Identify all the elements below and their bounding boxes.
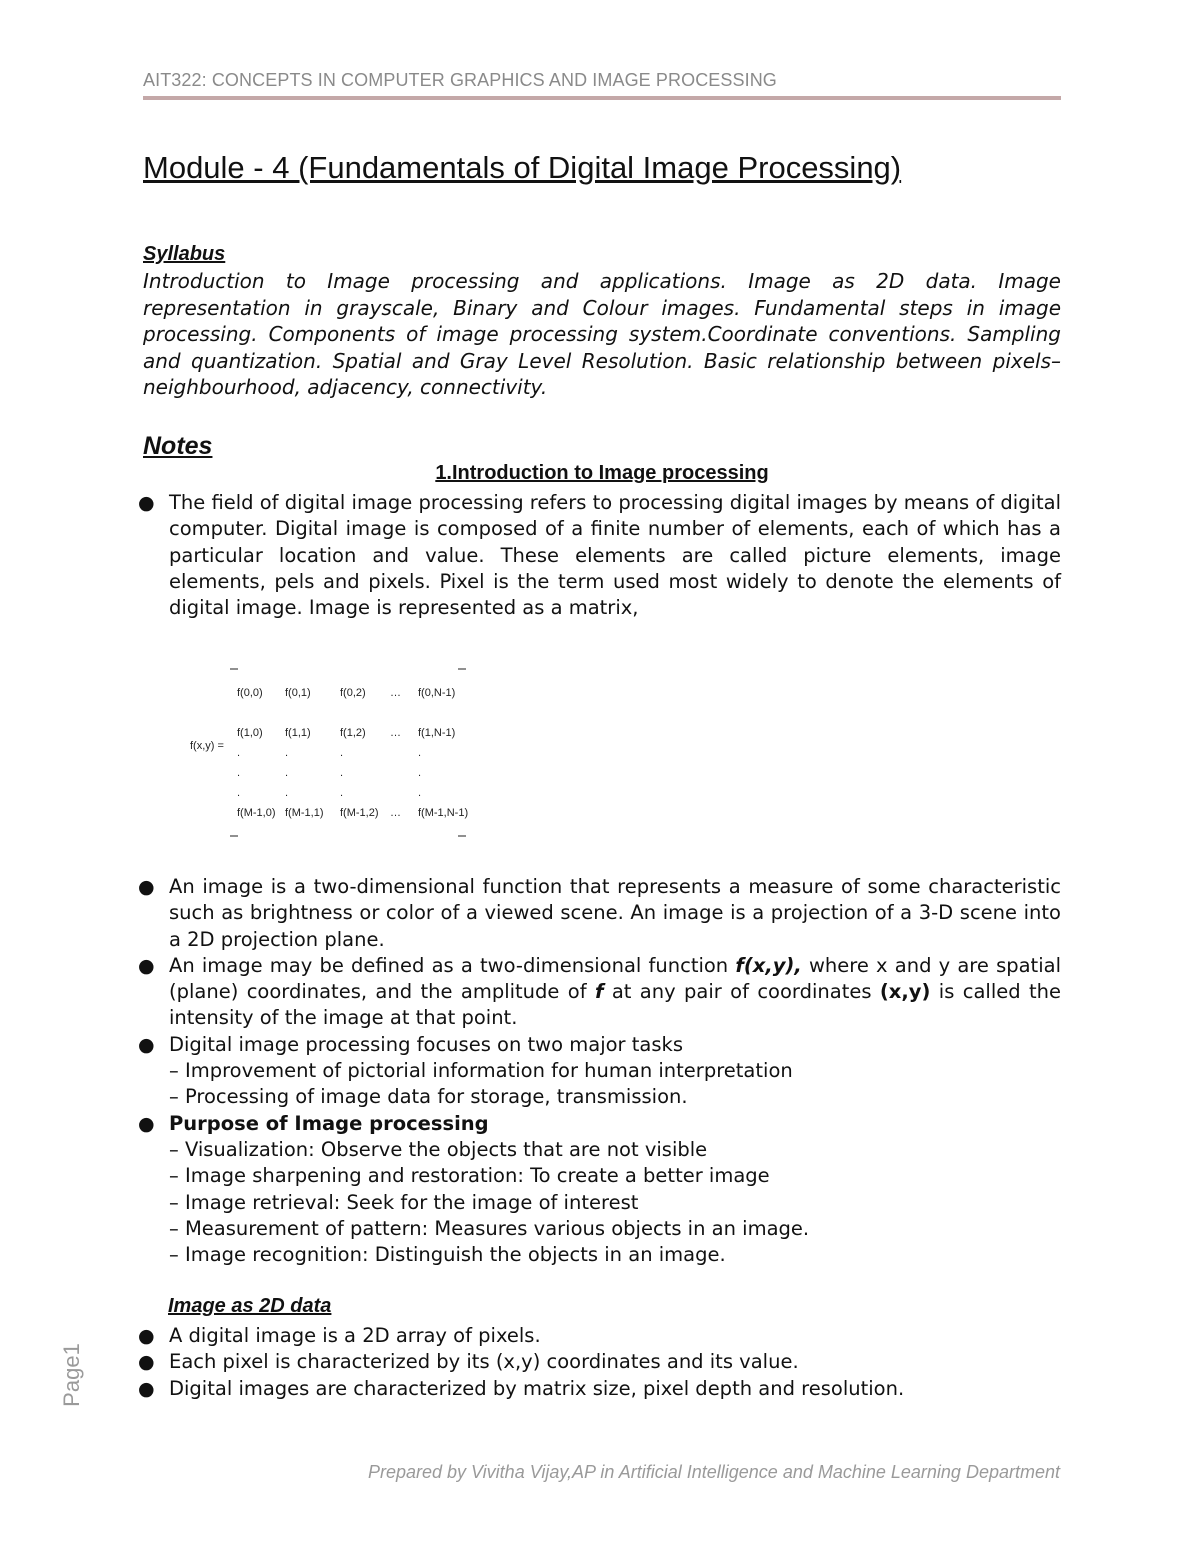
f-term: f — [594, 980, 604, 1004]
matrix-cell: f(1,2) — [340, 727, 366, 739]
bullet-icon: ● — [138, 492, 155, 514]
sub-item: – Measurement of pattern: Measures various objects in an image. — [169, 1216, 810, 1240]
matrix-cell: f(M-1,2) — [340, 807, 379, 819]
matrix-cell: . — [340, 787, 344, 799]
matrix-cell: f(0,1) — [285, 687, 311, 699]
matrix-cell: … — [390, 727, 401, 739]
matrix-cell: f(1,N-1) — [418, 727, 456, 739]
header-rule — [143, 96, 1061, 100]
matrix-cell: . — [418, 787, 422, 799]
image-2d-bullet-list — [138, 1323, 1061, 1402]
bullet-text-mid1: where x and y are spatial (plane) coordinates, and the amplitude of — [169, 953, 1061, 1004]
matrix-cell: f(M-1,N-1) — [418, 807, 469, 819]
matrix-cell: … — [390, 807, 401, 819]
matrix-cell: . — [285, 767, 289, 779]
matrix-cell: . — [237, 787, 241, 799]
bullet-icon: ● — [138, 1351, 155, 1374]
matrix-cell: . — [237, 747, 241, 759]
module-title: Module - 4 (Fundamentals of Digital Image Processing) — [143, 150, 902, 185]
matrix-cell: . — [340, 767, 344, 779]
image-2d-heading: Image as 2D data — [168, 1295, 332, 1317]
bullet-text: Each pixel is characterized by its (x,y) coordinates and its value. — [169, 1350, 799, 1374]
list-item — [138, 874, 1061, 953]
bullet-icon: ● — [138, 1033, 155, 1056]
notes-heading: Notes — [143, 432, 213, 460]
bullet-icon: ● — [138, 1112, 155, 1135]
list-item — [138, 490, 1061, 621]
syllabus-text: Introduction to Image processing and applications. Image as 2D data. Image representation in grayscale, Binary and Colour images. Fundamental steps in image processing. Components of image processing system.Coordinate conventions. Sampling and quantization. Spatial and Gray Level Resolution. Basic relationship between pixels– neighbourhood, adjacency, connectivity. — [143, 269, 1061, 399]
matrix-cell: f(0,2) — [340, 687, 366, 699]
sub-item: – Visualization: Observe the objects that are not visible — [169, 1137, 708, 1161]
matrix-cell: f(0,0) — [237, 687, 263, 699]
bullet-text: An image is a two-dimensional function that represents a measure of some characteristic such as brightness or color of a viewed scene. An image is a projection of a 3-D scene into a 2D projection plane. — [169, 875, 1061, 951]
image-matrix — [190, 660, 490, 840]
course-header: AIT322: CONCEPTS IN COMPUTER GRAPHICS AND IMAGE PROCESSING — [143, 70, 777, 90]
list-item — [138, 1111, 1061, 1269]
bullet-icon: ● — [138, 954, 155, 977]
matrix-cell: f(M-1,1) — [285, 807, 324, 819]
sub-item: – Improvement of pictorial information for human interpretation — [169, 1059, 793, 1083]
bullet-icon: ● — [138, 1325, 155, 1347]
matrix-cell: f(1,1) — [285, 727, 311, 739]
bullet-text-mid2: at any pair of coordinates — [603, 980, 880, 1004]
section-title: 1.Introduction to Image processing — [435, 462, 769, 484]
matrix-cell: f(1,0) — [237, 727, 263, 739]
matrix-cell: . — [285, 787, 289, 799]
matrix-cell: . — [340, 747, 344, 759]
fxy-term: f(x,y), — [735, 953, 802, 977]
page-number — [52, 1340, 92, 1410]
list-item — [138, 953, 1062, 1032]
intro-bullet-list — [138, 490, 1061, 621]
matrix-cell: … — [390, 687, 401, 699]
bullet-lead: Digital image processing focuses on two major tasks — [169, 1032, 683, 1056]
bullet-text: The field of digital image processing refers to processing digital images by means of digital computer. Digital image is composed of a finite number of elements, each of which has a particular location and value. These elements are called picture elements, image elements, pels and pixels. Pixel is the term used most widely to denote the elements of digital image. Image is represented as a matrix, — [169, 491, 1061, 620]
page-number-label: Page1 — [59, 1343, 84, 1407]
list-item — [138, 1349, 1061, 1375]
footer-credit: Prepared by Vivitha Vijay,AP in Artificial Intelligence and Machine Learning Department — [367, 1462, 1060, 1482]
bullet-icon: ● — [138, 1377, 155, 1400]
matrix-cell: . — [237, 767, 241, 779]
concept-bullet-list — [138, 874, 1062, 1268]
sub-item: – Image recognition: Distinguish the objects in an image. — [169, 1243, 726, 1267]
list-item — [138, 1032, 1061, 1111]
matrix-cell: f(M-1,0) — [237, 807, 276, 819]
xy-term: (x,y) — [879, 980, 931, 1004]
sub-item: – Processing of image data for storage, transmission. — [169, 1085, 688, 1109]
matrix-cell: . — [418, 747, 422, 759]
matrix-cell: . — [418, 767, 422, 779]
list-item — [138, 1376, 1061, 1402]
bullet-lead: Purpose of Image processing — [169, 1111, 489, 1135]
sub-item: – Image sharpening and restoration: To create a better image — [169, 1164, 770, 1188]
matrix-figure — [190, 660, 490, 840]
bullet-text-post: is called the intensity of the image at that point. — [169, 980, 1062, 1030]
bullet-text: A digital image is a 2D array of pixels. — [169, 1324, 541, 1347]
list-item — [138, 1323, 1061, 1349]
bullet-text-pre: An image may be defined as a two-dimensional function — [169, 953, 736, 977]
matrix-cell: f(0,N-1) — [418, 687, 456, 699]
matrix-cell: . — [285, 747, 289, 759]
bullet-text: Digital images are characterized by matrix size, pixel depth and resolution. — [169, 1376, 905, 1400]
sub-item: – Image retrieval: Seek for the image of interest — [169, 1190, 639, 1214]
matrix-lhs: f(x,y) = — [190, 740, 224, 752]
syllabus-heading: Syllabus — [143, 243, 226, 265]
bullet-icon: ● — [138, 876, 155, 898]
